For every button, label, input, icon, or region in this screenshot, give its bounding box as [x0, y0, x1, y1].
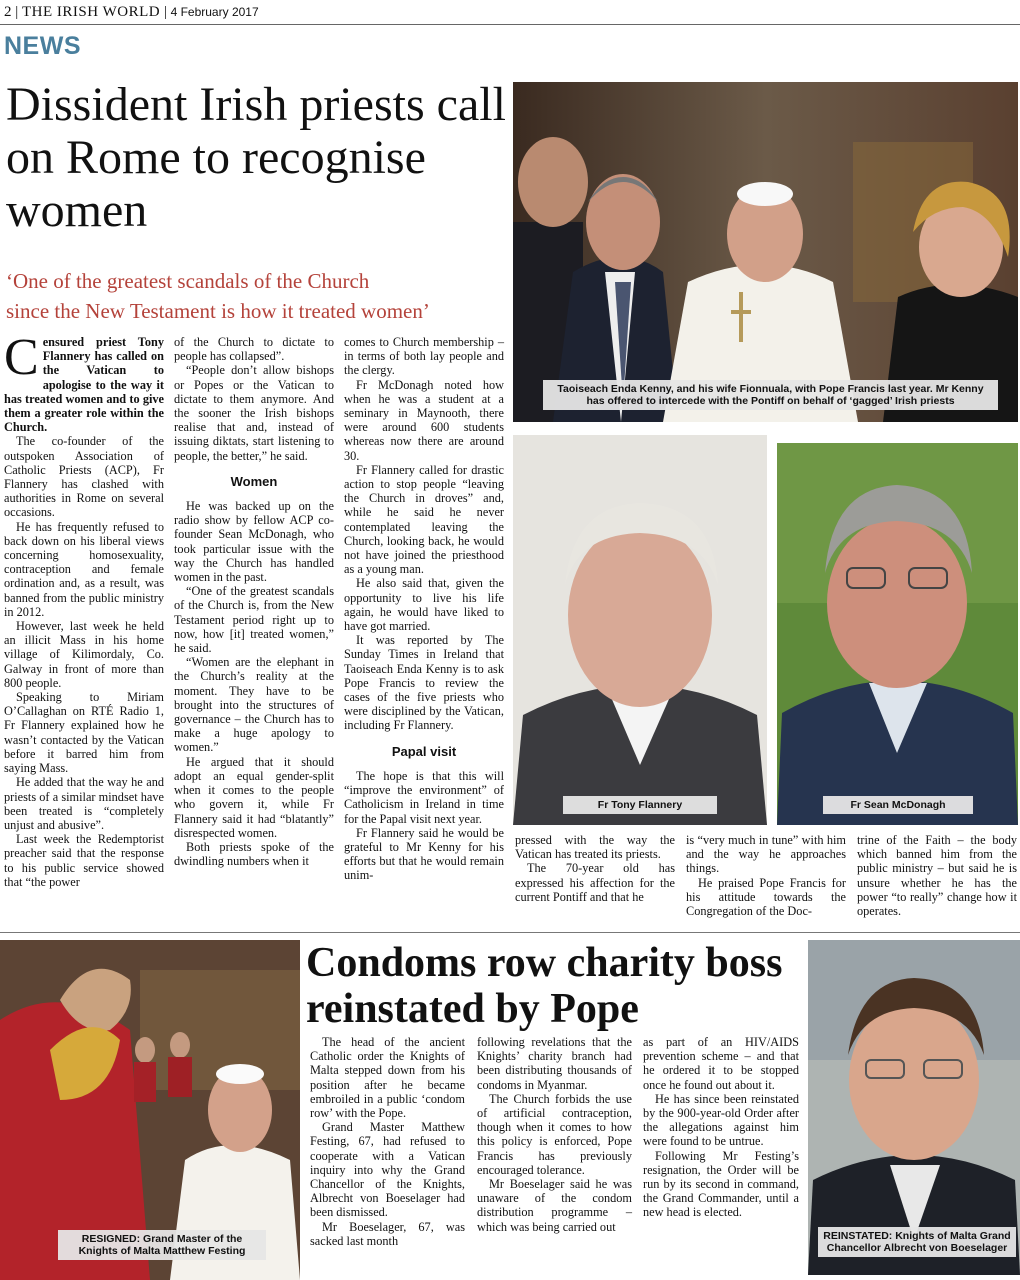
body-paragraph: He was backed up on the radio show by fellow ACP co-founder Sean McDonagh, who took particular issue with the way the Church has handled women in the past. — [174, 499, 334, 585]
section-label: NEWS — [4, 32, 81, 60]
body-paragraph: Mr Boeselager said he was unaware of the condom distribution programme – which was being carried out — [477, 1177, 632, 1234]
photo-mcdonagh-caption: Fr Sean McDonagh — [823, 796, 973, 814]
article-column-3 — [344, 335, 504, 883]
photo-boeselager-caption: REINSTATED: Knights of Malta Grand Chancellor Albrecht von Boeselager — [818, 1227, 1016, 1257]
photo-kenny-pope-image — [513, 82, 1018, 422]
body-paragraph: comes to Church membership – in terms of both lay people and the clergy. — [344, 335, 504, 378]
body-paragraph: Fr McDonagh noted how when he was a student at a seminary in Maynooth, there were around 600 students whereas now there are around 30. — [344, 377, 504, 463]
body-paragraph: He also said that, given the opportunity to live his life again, he would have liked to have got married. — [344, 576, 504, 634]
article-column-4 — [515, 833, 675, 904]
body-paragraph: The head of the ancient Catholic order the Knights of Malta stepped down from his position after he became embroiled in a public ‘condom row’ with the Pope. — [310, 1035, 465, 1121]
dropcap: C — [4, 329, 39, 386]
header-separator: | — [15, 4, 19, 20]
body-paragraph: He has since been reinstated by the 900-year-old Order after the allegations against him were found to be untrue. — [643, 1091, 799, 1149]
photo-flannery-caption: Fr Tony Flannery — [563, 796, 717, 814]
standfirst — [6, 266, 506, 326]
body-paragraph: The 70-year old has expressed his affection for the current Pontiff and that he — [515, 861, 675, 904]
body-paragraph: Fr Flannery said he would be grateful to Mr Kenny for his efforts but that he would remain unim- — [344, 825, 504, 883]
body-paragraph: pressed with the way the Vatican has treated its priests. — [515, 833, 675, 862]
body-paragraph: Fr Flannery called for drastic action to stop people “leaving the Church in droves” and, while he said he never contemplated leaving the Church, looking back, he would not have joined the priesthood as a young man. — [344, 462, 504, 577]
lead-text: ensured priest Tony Flannery has called on the Vatican to apologise to the way it has treated women and to give them a greater role within the Church. — [4, 335, 164, 435]
article2-headline: Condoms row charity boss reinstated by Pope — [306, 940, 783, 1032]
body-paragraph: trine of the Faith – the body which banned him from the public ministry – but said he is unsure whether he has the power “to really” change how it operates. — [857, 833, 1017, 919]
article-column-6 — [857, 833, 1017, 918]
article-column-2 — [174, 335, 334, 868]
body-paragraph: However, last week he held an illicit Mass in his home village of Kilimordaly, Co. Galway in front of more than 800 people. — [4, 619, 164, 690]
body-paragraph: “People don’t allow bishops or Popes or the Vatican to dictate to them anymore. And the sooner the Irish bishops realise that and, instead of issuing diktats, start listening to people, the better,” he said. — [174, 363, 334, 463]
photo-festing-pope-caption: RESIGNED: Grand Master of the Knights of Malta Matthew Festing — [58, 1230, 266, 1260]
body-paragraph: Last week the Redemptorist preacher said that the response to his public service showed that “the power — [4, 832, 164, 889]
lead-paragraph — [4, 329, 164, 435]
article-headline: Dissident Irish priests call on Rome to recognise women — [6, 78, 506, 237]
photo-kenny-pope — [513, 82, 1018, 422]
photo-mcdonagh — [777, 443, 1018, 825]
subhead-papal-visit: Papal visit — [391, 743, 457, 759]
article2-column-2 — [477, 1035, 632, 1234]
body-paragraph: He argued that it should adopt an equal gender-split when it comes to the people who govern it, while Fr Flannery said it had “blatantly” disrespected women. — [174, 754, 334, 840]
body-paragraph: “Women are the elephant in the Church’s reality at the moment. They have to be brought into the structures of governance – the Church has to make a huge apology to women.” — [174, 655, 334, 755]
body-paragraph: He added that the way he and priests of a similar mindset have been treated is “completely unjust and abusive”. — [4, 775, 164, 832]
body-paragraph: Grand Master Matthew Festing, 67, had refused to cooperate with a Vatican inquiry into why the Grand Chancellor of the Knights, Albrecht von Boeselager had been dismissed. — [310, 1120, 465, 1220]
subhead-women: Women — [230, 473, 278, 489]
body-paragraph: He praised Pope Francis for his attitude towards the Congregation of the Doc- — [686, 875, 846, 919]
photo-flannery-image — [513, 435, 767, 825]
body-paragraph: Mr Boeselager, 67, was sacked last month — [310, 1219, 465, 1248]
body-paragraph: Both priests spoke of the dwindling numbers when it — [174, 839, 334, 869]
body-paragraph: as part of an HIV/AIDS prevention scheme – and that he ordered it to be stopped once he found out about it. — [643, 1035, 799, 1092]
photo-flannery — [513, 435, 767, 825]
header-separator-2: | — [163, 4, 167, 20]
photo-mcdonagh-image — [777, 443, 1018, 825]
photo-festing-pope — [0, 940, 300, 1280]
photo-boeselager-image — [808, 940, 1020, 1275]
body-paragraph: It was reported by The Sunday Times in Ireland that Taoiseach Enda Kenny is to ask Pope Francis to review the cases of the five priests who were disciplined by the Vatican, including Fr Flannery. — [344, 633, 504, 733]
body-paragraph: The Church forbids the use of artificial contraception, though when it comes to how this policy is enforced, Pope Francis has previously encouraged tolerance. — [477, 1091, 632, 1177]
standfirst-line-2: since the New Testament is how it treated women’ — [6, 299, 430, 323]
body-paragraph: following revelations that the Knights’ charity branch had been distributing thousands of condoms in Myanmar. — [477, 1035, 632, 1092]
publication-name: THE IRISH WORLD — [22, 4, 161, 20]
photo-festing-pope-image — [0, 940, 300, 1280]
photo-kenny-pope-caption: Taoiseach Enda Kenny, and his wife Fionnuala, with Pope Francis last year. Mr Kenny has offered to intercede with the Pontiff on behalf of ‘gagged’ Irish priests — [543, 380, 998, 410]
article-divider — [0, 932, 1020, 933]
body-paragraph: of the Church to dictate to people has collapsed”. — [174, 335, 334, 364]
page-number: 2 — [4, 4, 12, 20]
article-column-1 — [4, 329, 164, 889]
photo-boeselager — [808, 940, 1020, 1275]
issue-date: 4 February 2017 — [170, 5, 259, 19]
body-paragraph: is “very much in tune” with him and the way he approaches things. — [686, 833, 846, 876]
page-header — [0, 0, 1020, 25]
article-column-5 — [686, 833, 846, 918]
body-paragraph: Following Mr Festing’s resignation, the Order will be run by its second in command, the Grand Commander, until a new head is elected. — [643, 1148, 799, 1220]
standfirst-line-1: ‘One of the greatest scandals of the Church — [6, 269, 370, 293]
body-paragraph: Speaking to Miriam O’Callaghan on RTÉ Radio 1, Fr Flannery explained how he wasn’t contacted by the Vatican before it barred him from saying Mass. — [4, 690, 164, 776]
body-paragraph: He has frequently refused to back down on his liberal views concerning homosexuality, contraception and female ordination and, as a result, was banned from the public ministry in 2012. — [4, 519, 164, 619]
body-paragraph: “One of the greatest scandals of the Church is, from the New Testament period right up to now, how [it] treated women,” he said. — [174, 584, 334, 656]
article2-column-3 — [643, 1035, 799, 1220]
body-paragraph: The co-founder of the outspoken Association of Catholic Priests (ACP), Fr Flannery has clashed with authorities in Rome on several occasions. — [4, 434, 164, 520]
article2-column-1 — [310, 1035, 465, 1248]
body-paragraph: The hope is that this will “improve the environment” of Catholicism in Ireland in time for the Papal visit next year. — [344, 768, 504, 826]
